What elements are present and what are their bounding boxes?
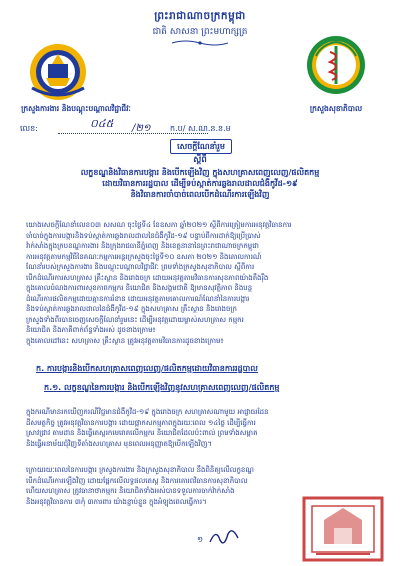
health-ministry-name: ក្រសួងសុខាភិបាល xyxy=(309,104,363,113)
paragraph-line: ការអនុវត្តតាមកម្មវិធីនៃគណៈកម្មការអន្តរក្រសួងចុះថ្ងៃទី១០ ឧសភា ២០២១ និងគោលការណ៍ xyxy=(26,252,262,261)
subject-line: ដោយវិធានការរដ្ឋបាល ដើម្បីទប់ស្កាត់ការឆ្លងរាលដាលជំងឺកូវីដ-១៩ xyxy=(102,179,298,188)
paragraph-line: ស្រាវជ្រាវ តាមដាន និងធ្វើតេស្តរកមេរោគលើកម្មករ និយោជិតដែលប៉ះពាល់ ព្រមទាំងសម្អាត xyxy=(26,429,258,437)
paragraph-line: យោងសេចក្តីណែនាំលេខ០៣ សសណ ចុះថ្ងៃទី៤ ខែឧសភា ឆ្នាំ២០២១ ស្តីពីការត្រៀមការអនុវត្តវិធានការ xyxy=(26,221,292,229)
labour-ministry-name: ក្រសួងការងារ និងបណ្តុះបណ្តាលវិជ្ជាជីវៈ xyxy=(21,104,131,113)
intro-paragraph xyxy=(26,220,376,346)
section-a1-paragraph xyxy=(26,407,376,449)
page-number: ១ xyxy=(196,535,204,544)
paragraph-line: វ៉ាក់សាំងក្នុងក្របខណ្ឌការងារ និងក្រុងរាជធានីភ្នំពេញ និងខេត្តនានានៃព្រះរាជាណាចក្រកម្ពុជា xyxy=(26,242,259,250)
paragraph-line: និងធ្វើអនាម័យជុំវិញទីតាំងសហគ្រាស មុនពេលអនុញ្ញាតឱ្យបើកឡើងវិញ។ xyxy=(26,439,213,448)
paragraph-line: ចាំបាច់ក្នុងការបង្ការនិងទប់ស្កាត់ការឆ្លងរាលដាលនៃជំងឺកូវីដ-១៩ បន្ទាប់ពីការដាក់ឱ្យប្រើប្រាស់ xyxy=(26,231,261,240)
paragraph-line: ក្នុងករណីមានរកឃើញករណីវិជ្ជមានជំងឺកូវីដ-១៩ ក្នុងរោងចក្រ សហគ្រាសណាមួយ អាជ្ញាធរដែន xyxy=(26,408,269,416)
subject-heading: ស្តីពី xyxy=(193,155,207,165)
document-type-badge: សេចក្តីណែនាំរួម xyxy=(170,139,232,154)
reference-date: ក.ប/ ស.ណ.ន.ន.ម xyxy=(170,124,231,133)
health-ministry-logo xyxy=(302,34,370,96)
paragraph-line: ដីសមត្ថកិច្ច ត្រូវអនុវត្តវិធានការបង្ការ ដោយផ្អាកសកម្មភាពក្នុងរយៈពេល ១៤ថ្ងៃ ដើម្បីធ្វើការ xyxy=(26,418,256,427)
subject-line: និងវិធានការចាំបាច់ពេលបើកដំណើរការឡើងវិញ xyxy=(130,190,270,199)
ornament-divider xyxy=(170,39,230,47)
paragraph-line: ហើយសហគ្រាស ត្រូវធានាថាកម្មករ និយោជិតទាំងអស់បានទទួលការចាក់វ៉ាក់សាំង xyxy=(26,487,235,495)
paragraph-line: បើកដំណើរការឡើងវិញ ដោយផ្អែកលើលទ្ធផលតេស្ត និងការគោរពវិធានការសុខាភិបាល xyxy=(26,476,248,485)
section-heading-a xyxy=(36,363,258,375)
national-motto: ជាតិ សាសនា ព្រះមហាក្សត្រ xyxy=(152,27,248,37)
reference-label: លេខ: xyxy=(20,124,38,133)
paragraph-line: និងទប់ស្កាត់ការឆ្លងរាលដាលនៃជំងឺកូវីដ-១៩ ក្នុងសហគ្រាស គ្រឹះស្ថាន និងរោងចក្រ xyxy=(26,305,237,313)
section-heading-a1-text: ក.១. លក្ខខណ្ឌនៃការបង្ការ និងបើកឡើងវិញនូវសហគ្រាសពេញលេញ/ផលិតកម្ម xyxy=(44,383,280,392)
paragraph-line: ក្រសួងទាំងពីរបានចេញសេចក្តីណែនាំរួមនេះ ដើម្បីអនុវត្តដោយម្ចាស់សហគ្រាស កម្មករ xyxy=(26,315,244,324)
paragraph-line: ក្នុងគោលបំណងការពារសុខភាពកម្មករ និយោជិត និងសង្គមជាតិ ឱ្យមានសុវត្ថិភាព និងបន្ត xyxy=(26,284,253,292)
paragraph-line: ណែនាំរបស់ក្រសួងការងារ និងបណ្តុះបណ្តាលវិជ្ជាជីវៈ ព្រមទាំងក្រសួងសុខាភិបាល ស្តីពីការ xyxy=(26,263,255,271)
kingdom-heading: ព្រះរាជាណាចក្រកម្ពុជា xyxy=(154,10,246,22)
paragraph-line: បើកដំណើរការសហគ្រាស គ្រឹះស្ថាន និងរោងចក្រ ដោយអនុវត្តតាមវិធានការសុខភាពយ៉ាងតឹងរ៉ឹង xyxy=(26,273,269,282)
section-heading-a-text: ក. ការបង្ការនិងបើកសហគ្រាសពេញលេញ/ផលិតកម្មដោយវិធានការរដ្ឋបាល xyxy=(36,364,258,373)
paragraph-line: ក្រោយរយៈពេលនៃការបង្ការ ក្រសួងការងារ និងក្រសួងសុខាភិបាល នឹងពិនិត្យលើលក្ខខណ្ឌ xyxy=(26,466,254,474)
reference-code: /២១ xyxy=(132,123,151,134)
section-heading-a1 xyxy=(44,382,280,394)
official-seal-stamp xyxy=(300,488,386,566)
reference-row xyxy=(20,119,380,137)
paragraph-line: និយោជិត និងភាគីពាក់ព័ន្ធទាំងអស់ ដូចខាងក្រោម៖ xyxy=(26,326,156,334)
paragraph-line: ដំណើរការផលិតកម្មដោយគ្មានការរំខាន ដោយអនុវត្តតាមគោលការណ៍ណែនាំនៃការបង្ការ xyxy=(26,294,250,303)
labour-ministry-logo xyxy=(26,42,90,102)
reference-number: ០៤៥ xyxy=(90,117,114,130)
subject-title xyxy=(30,167,370,200)
paragraph-line: និងអនុវត្តវិធានការ ៣កុំ ៣ការពារ យ៉ាងខ្ជាប់ខ្ជួន ក្នុងអំឡុងពេលធ្វើការ។ xyxy=(26,497,207,506)
subject-line: លក្ខខណ្ឌនិងវិធានការបង្ការ និងបើកឡើងវិញ ក្នុងសហគ្រាសពេញលេញ/ផលិតកម្ម xyxy=(80,168,320,177)
signature-mark xyxy=(208,526,240,548)
paragraph-line: ក្នុងគោលដៅនេះ សហគ្រាស គ្រឹះស្ថាន ត្រូវអនុវត្តតាមវិធានការដូចខាងក្រោម៖ xyxy=(26,336,224,345)
